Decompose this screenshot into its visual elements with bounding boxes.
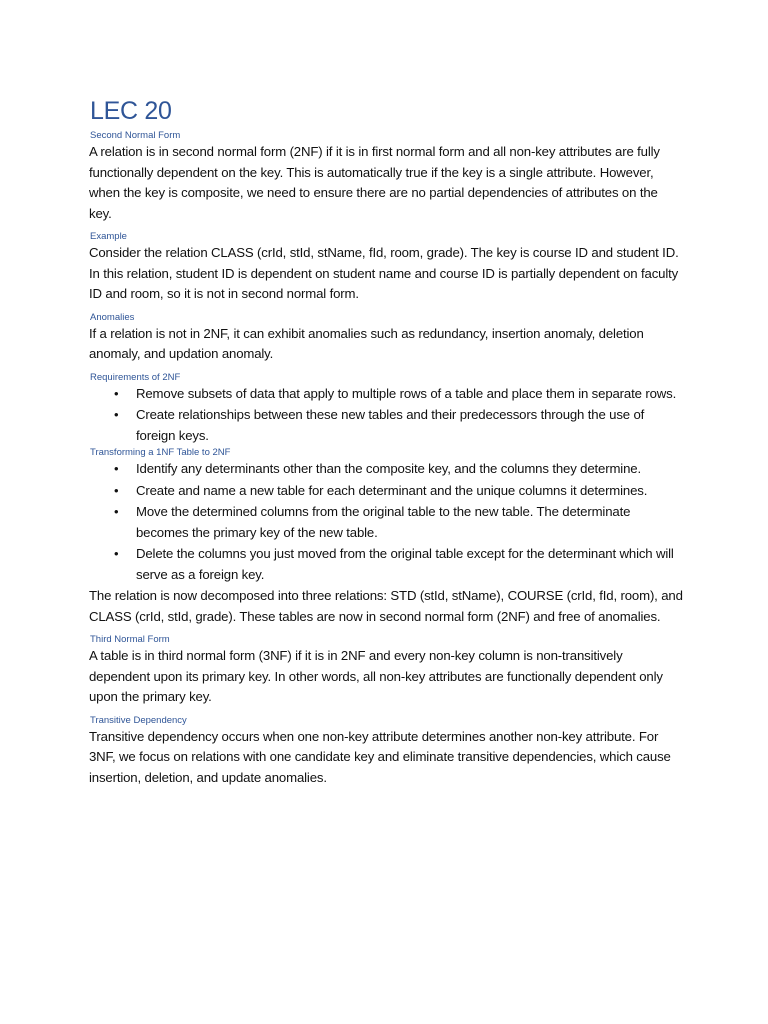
list-item-text: Remove subsets of data that apply to multiple rows of a table and place them in separate rows. <box>136 385 677 401</box>
list-item-text: Create relationships between these new tables and their predecessors through the use of foreign keys. <box>136 407 645 443</box>
list-item <box>89 481 683 502</box>
bullet-icon: • <box>114 546 119 561</box>
paragraph-decomposition: The relation is now decomposed into three relations: STD (stId, stName), COURSE (crId, fId, room), and CLASS (crId, stId, grade). These tables are now in second normal form (2NF) and free of anomalies. <box>89 588 683 624</box>
list-item <box>89 544 683 585</box>
paragraph-example: Consider the relation CLASS (crId, stId, stName, fId, room, grade). The key is course ID and student ID. In this relation, student ID is dependent on student name and course ID is partially dependent on faculty ID and room, so it is not in second normal form. <box>89 245 679 301</box>
list-item-text: Move the determined columns from the original table to the new table. The determinate becomes the primary key of the new table. <box>136 504 631 540</box>
paragraph-second-normal-form: A relation is in second normal form (2NF) if it is in first normal form and all non-key attributes are fully functionally dependent on the key. This is automatically true if the key is a single attribute. However, when the key is composite, we need to ensure there are no partial dependencies of attributes on the key. <box>89 144 660 221</box>
bullet-icon: • <box>114 482 119 498</box>
requirements-list <box>89 384 683 447</box>
heading-second-normal-form: Second Normal Form <box>90 130 181 141</box>
list-item-text: Identify any determinants other than the composite key, and the columns they determine. <box>136 461 641 476</box>
document-page <box>89 96 683 788</box>
bullet-icon: • <box>114 504 119 519</box>
bullet-icon: • <box>114 385 119 401</box>
heading-anomalies: Anomalies <box>90 311 135 323</box>
transforming-list <box>89 459 683 585</box>
list-item-text: Create and name a new table for each determinant and the unique columns it determines. <box>136 482 648 498</box>
heading-example: Example <box>90 231 127 242</box>
document-title: LEC 20 <box>90 97 172 125</box>
paragraph-anomalies: If a relation is not in 2NF, it can exhibit anomalies such as redundancy, insertion anomaly, deletion anomaly, and updation anomaly. <box>89 325 644 361</box>
paragraph-transitive-dependency: Transitive dependency occurs when one non-key attribute determines another non-key attribute. For 3NF, we focus on relations with one candidate key and eliminate transitive dependencies, which cause insertion, deletion, and update anomalies. <box>89 728 671 785</box>
list-item <box>89 502 683 543</box>
heading-requirements-2nf: Requirements of 2NF <box>90 371 181 383</box>
list-item-text: Delete the columns you just moved from the original table except for the determinant which will serve as a foreign key. <box>136 546 674 582</box>
list-item <box>89 405 683 446</box>
heading-transforming-1nf-to-2nf: Transforming a 1NF Table to 2NF <box>90 447 231 458</box>
heading-transitive-dependency: Transitive Dependency <box>90 714 187 726</box>
list-item <box>89 459 683 480</box>
heading-third-normal-form: Third Normal Form <box>90 634 170 645</box>
paragraph-third-normal-form: A table is in third normal form (3NF) if it is in 2NF and every non-key column is non-transitively dependent upon its primary key. In other words, all non-key attributes are functionally dependent only upon the primary key. <box>89 648 663 704</box>
bullet-icon: • <box>114 407 119 422</box>
list-item <box>89 384 683 405</box>
bullet-icon: • <box>114 461 119 476</box>
